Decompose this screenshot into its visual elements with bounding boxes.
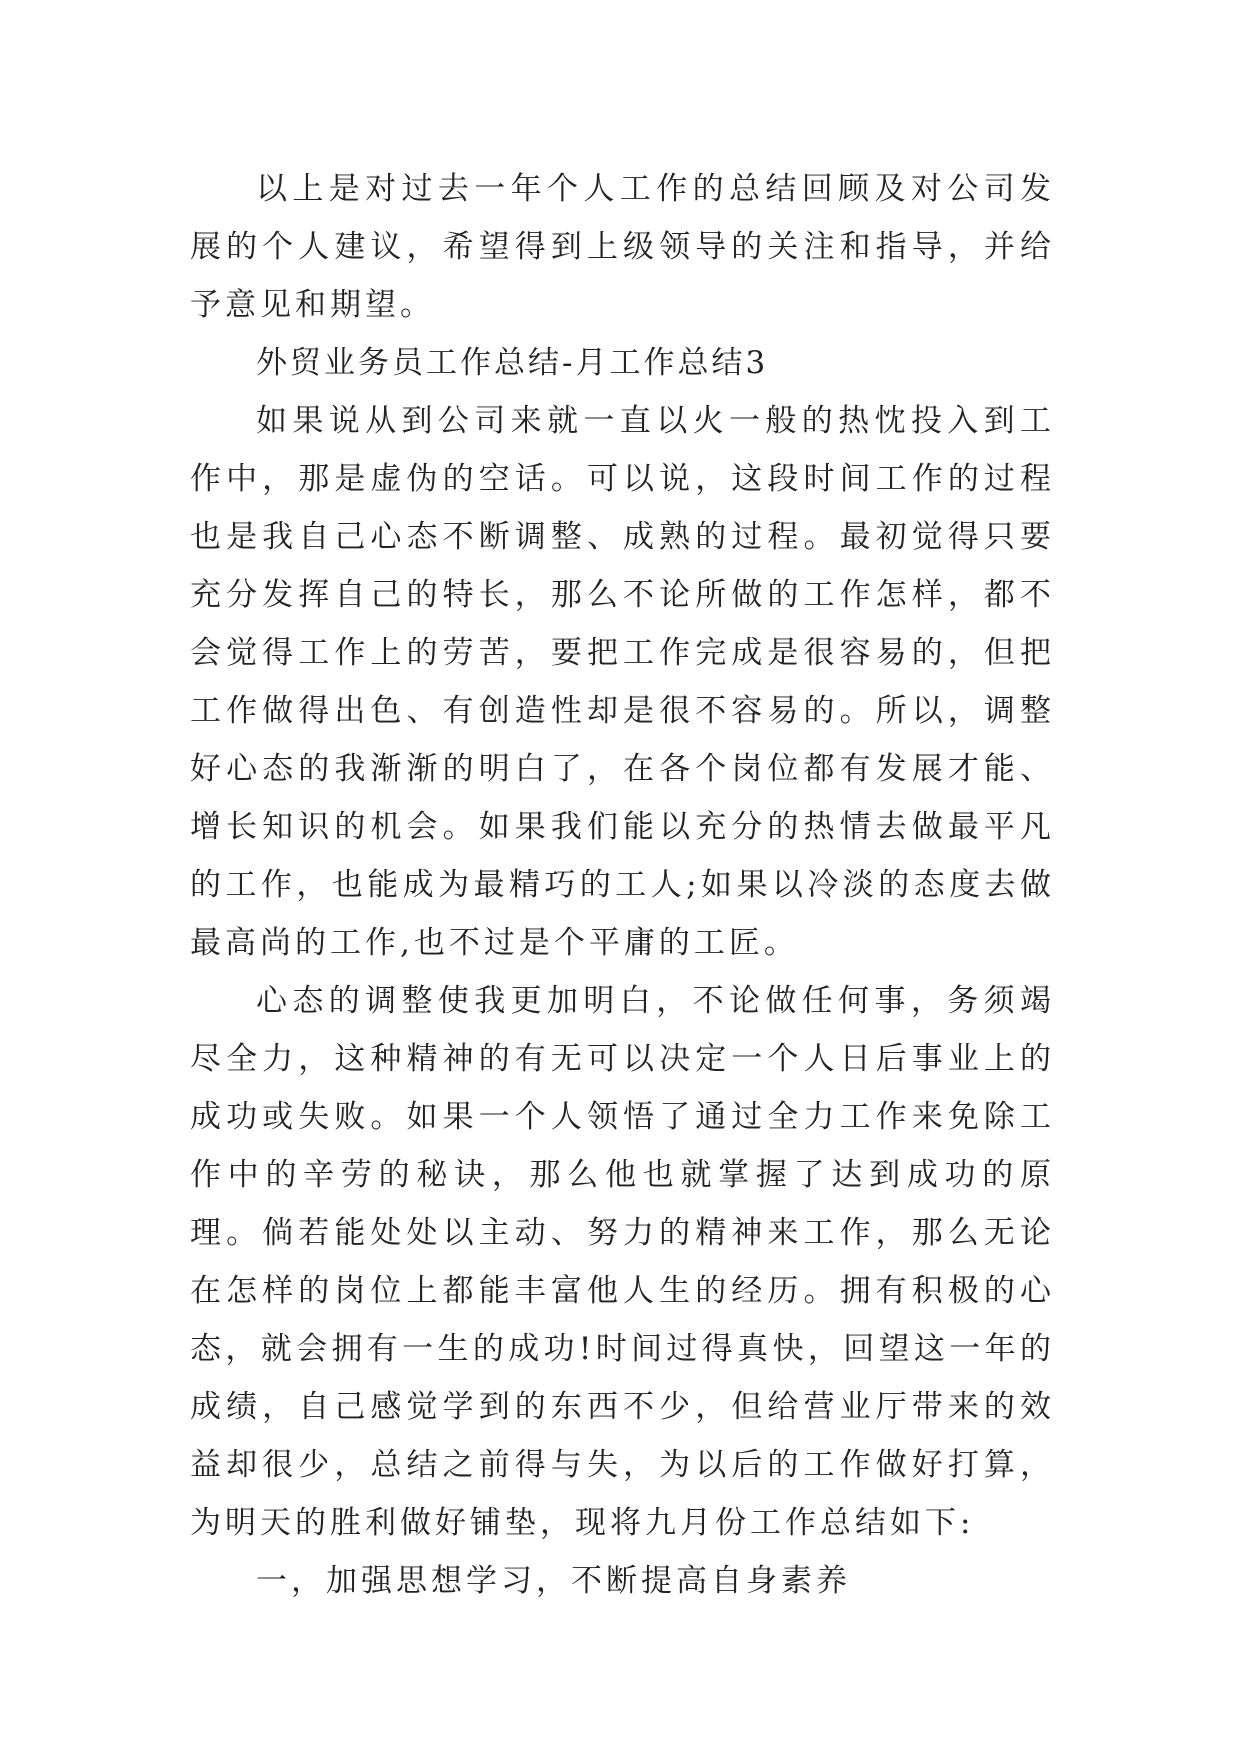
paragraph-mindset: 如果说从到公司来就一直以火一般的热忱投入到工作中，那是虚伪的空话。可以说，这段时间工作的过程也是我自己心态不断调整、成熟的过程。最初觉得只要充分发挥自己的特长，那么不论所做的工作怎样，都不会觉得工作上的劳苦，要把工作完成是很容易的，但把工作做得出色、有创造性却是很不容易的。所以，调整好心态的我渐渐的明白了，在各个岗位都有发展才能、增长知识的机会。如果我们能以充分的热情去做最平凡的工作，也能成为最精巧的工人;如果以冷淡的态度去做最高尚的工作,也不过是个平庸的工匠。 [190,403,1055,961]
section-heading: 外贸业务员工作总结-月工作总结3 [256,345,769,381]
paragraph-attitude: 心态的调整使我更加明白，不论做任何事，务须竭尽全力，这种精神的有无可以决定一个人日后事业上的成功或失败。如果一个人领悟了通过全力工作来免除工作中的辛劳的秘诀，那么他也就掌握了达到成功的原理。倘若能处处以主动、努力的精神来工作，那么无论在怎样的岗位上都能丰富他人生的经历。拥有积极的心态，就会拥有一生的成功!时间过得真快，回望这一年的成绩，自己感觉学到的东西不少，但给营业厅带来的效益却很少，总结之前得与失，为以后的工作做好打算，为明天的胜利做好铺垫，现将九月份工作总结如下: [190,983,1055,1541]
document-body [190,160,1055,1610]
paragraph-closing-summary: 以上是对过去一年个人工作的总结回顾及对公司发展的个人建议，希望得到上级领导的关注和指导，并给予意见和期望。 [190,171,1055,323]
paragraph-point-one: 一，加强思想学习，不断提高自身素养 [256,1563,851,1599]
